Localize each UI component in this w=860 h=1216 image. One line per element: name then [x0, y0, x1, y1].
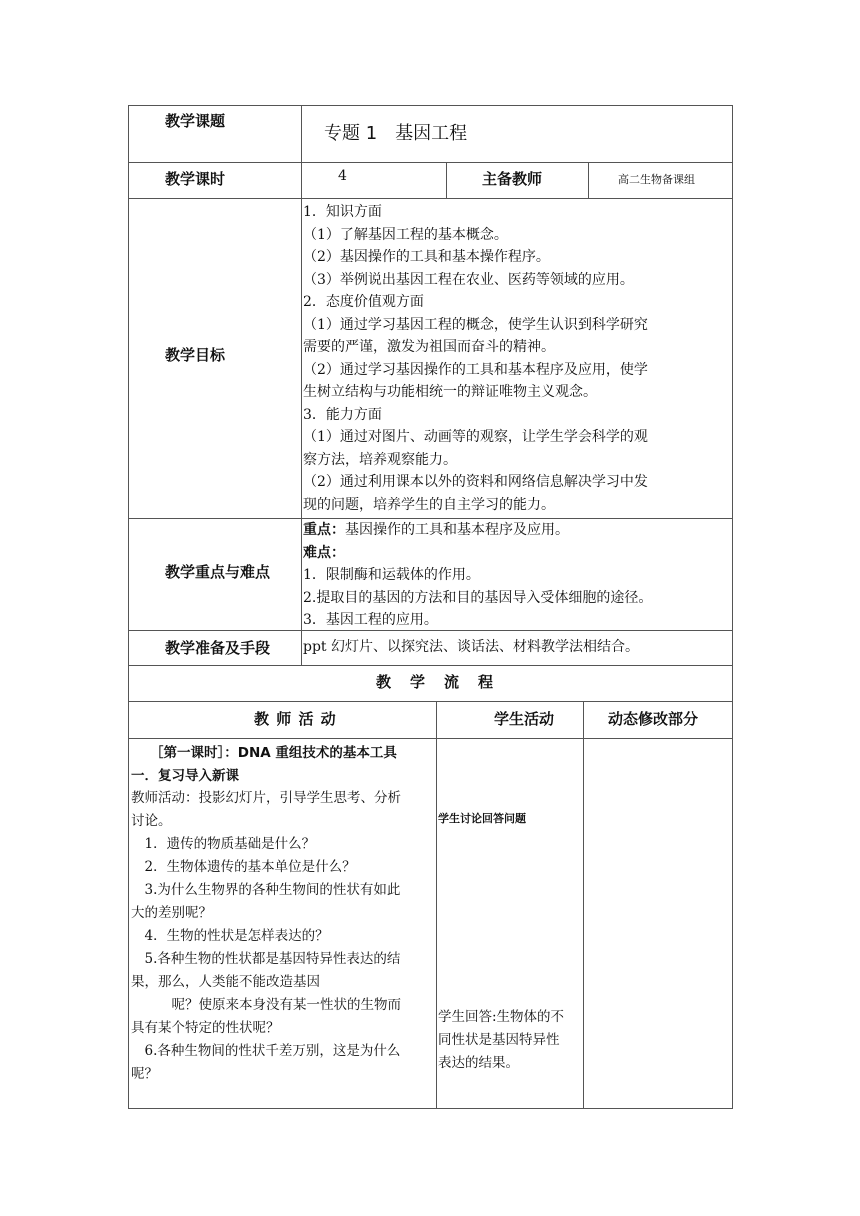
teacher-line: 6.各种生物间的性状千差万别，这是为什么 [131, 1043, 401, 1059]
student-discuss: 学生讨论回答问题 [438, 812, 526, 825]
objective-line: （2）通过利用课本以外的资料和网络信息解决学习中发 [303, 474, 648, 490]
difficulty-bold: 难点： [303, 544, 345, 561]
objective-line: 察方法，培养观察能力。 [303, 451, 457, 468]
objective-line: （2）通过学习基因操作的工具和基本程序及应用，使学 [303, 361, 648, 378]
teacher-line: 教师活动：投影幻灯片，引导学生思考、分析 [131, 790, 401, 806]
teacher-label: 主备教师 [482, 170, 543, 188]
topic-value: 专题 1 基因工程 [324, 123, 468, 144]
objectives-text [303, 201, 648, 516]
teacher-line: 2．生物体遗传的基本单位是什么？ [131, 859, 356, 875]
teacher-line: 大的差别呢？ [131, 905, 212, 921]
student-answer-line: 学生回答:生物体的不 [438, 1009, 565, 1025]
objectives-label: 教学目标 [165, 346, 226, 364]
prep-label: 教学准备及手段 [165, 639, 271, 657]
teacher-line: 5.各种生物的性状都是基因特异性表达的结 [131, 951, 401, 967]
teacher-line: 4．生物的性状是怎样表达的？ [131, 928, 329, 944]
objective-line: （1）通过学习基因工程的概念，使学生认识到科学研究 [303, 316, 648, 333]
lesson-title: ［第一课时］：DNA 重组技术的基本工具 [150, 745, 397, 761]
hours-label: 教学课时 [165, 170, 226, 188]
prep-value: ppt 幻灯片、以探究法、谈话法、材料教学法相结合。 [303, 639, 639, 655]
objective-line: 现的问题，培养学生的自主学习的能力。 [303, 496, 555, 513]
student-answer [438, 1006, 564, 1075]
teacher-activity-text [131, 787, 401, 1086]
teacher-line: 3.为什么生物界的各种生物间的性状有如此 [131, 882, 401, 898]
section-title: 一．复习导入新课 [131, 768, 239, 784]
flow-title: 教 学 流 程 [376, 673, 496, 691]
objective-line: 生树立结构与功能相统一的辩证唯物主义观念。 [303, 384, 597, 400]
objective-line: （2）基因操作的工具和基本操作程序。 [303, 249, 550, 265]
objective-line: （3）举例说出基因工程在农业、医药等领域的应用。 [303, 271, 634, 288]
teacher-line: 1．遗传的物质基础是什么？ [131, 836, 316, 852]
difficulty-line: 1．限制酶和运载体的作用。 [303, 567, 480, 583]
teacher-line: 呢？ [131, 1066, 158, 1082]
col-teacher-activity: 教 师 活 动 [254, 710, 337, 728]
student-answer-line: 表达的结果。 [438, 1055, 519, 1071]
objective-line: 1．知识方面 [303, 204, 382, 220]
teacher-line: 具有某个特定的性状呢？ [131, 1020, 280, 1036]
col-dynamic-changes: 动态修改部分 [608, 710, 699, 728]
teacher-value: 高二生物备课组 [618, 173, 695, 186]
student-answer-line: 同性状是基因特异性 [438, 1032, 560, 1048]
hours-value: 4 [338, 168, 347, 184]
objective-line: 2．态度价值观方面 [303, 294, 424, 310]
teacher-line: 讨论。 [131, 813, 172, 829]
difficulty-line: 2.提取目的基因的方法和目的基因导入受体细胞的途径。 [303, 589, 653, 606]
objective-line: 3．能力方面 [303, 406, 382, 423]
objective-line: （1）了解基因工程的基本概念。 [303, 226, 508, 243]
col-student-activity: 学生活动 [494, 710, 555, 728]
topic-label: 教学课题 [165, 112, 226, 130]
objective-line: 需要的严谨，激发为祖国而奋斗的精神。 [303, 339, 555, 355]
objective-line: （1）通过对图片、动画等的观察，让学生学会科学的观 [303, 429, 648, 445]
teacher-line: 果，那么，人类能不能改造基因 [131, 974, 320, 990]
key-bold: 重点： [303, 522, 345, 538]
teacher-line: 呢？使原来本身没有某一性状的生物而 [131, 997, 401, 1013]
difficulty-line: 3．基因工程的应用。 [303, 612, 438, 628]
keypoints-label: 教学重点与难点 [165, 563, 271, 581]
key-text: 基因操作的工具和基本程序及应用。 [345, 522, 569, 538]
keypoints-text [303, 519, 652, 632]
